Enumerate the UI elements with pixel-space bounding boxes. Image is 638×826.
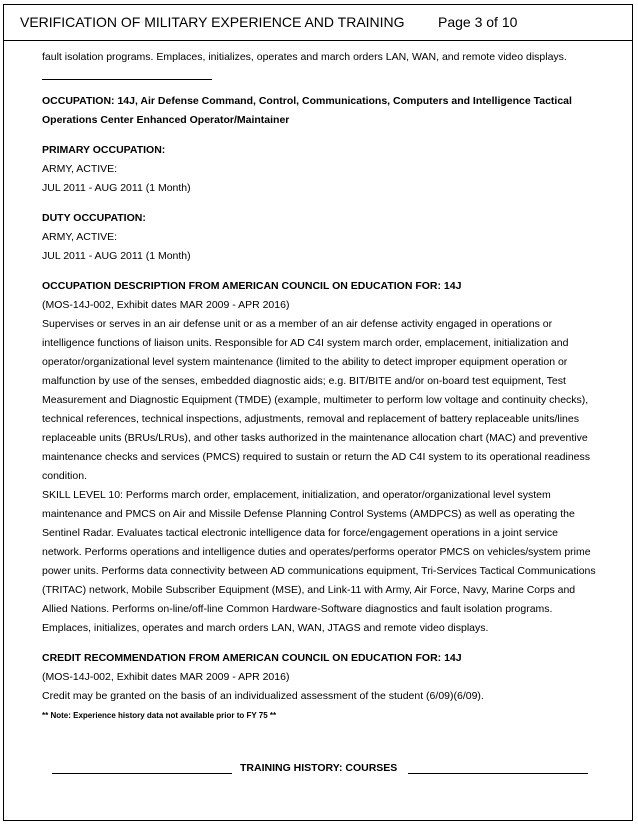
primary-occupation-dates: JUL 2011 - AUG 2011 (1 Month): [42, 182, 191, 194]
page-number: Page 3 of 10: [438, 14, 518, 30]
skill-line: (TRITAC) network, Mobile Subscriber Equipment (MSE), and Link-11 with Army, Air Force, Navy, Marine Corps and: [42, 584, 576, 596]
duty-occupation-heading: DUTY OCCUPATION:: [42, 212, 146, 224]
skill-line: Allied Nations. Performs on-line/off-line Common Hardware-Software diagnostics and fault isolation programs.: [42, 603, 553, 615]
skill-line: network. Performs operations and intelligence duties and operates/performs operator PMCS on vehicles/system prime: [42, 546, 591, 558]
occupation-title-line1: OCCUPATION: 14J, Air Defense Command, Control, Communications, Computers and Intelligence Tactical: [42, 95, 572, 107]
description-line: technical references, technical inspections, adjustments, removal and replacement of battery replaceable units/lines: [42, 413, 579, 425]
credit-exhibit: (MOS-14J-002, Exhibit dates MAR 2009 - APR 2016): [42, 671, 290, 683]
primary-occupation-branch: ARMY, ACTIVE:: [42, 163, 118, 175]
description-line: Supervises or serves in an air defense unit or as a member of an air defense activity engaged in operations or: [42, 318, 553, 330]
credit-text: Credit may be granted on the basis of an individualized assessment of the student (6/09)(6/09).: [42, 690, 484, 702]
skill-line: maintenance and PMCS on Air and Missile Defense Planning Control Systems (AMDPCS) as well as operating the: [42, 508, 575, 520]
skill-line: SKILL LEVEL 10: Performs march order, emplacement, initialization, and operator/organizational level system: [42, 489, 551, 501]
description-exhibit: (MOS-14J-002, Exhibit dates MAR 2009 - APR 2016): [42, 299, 290, 311]
description-line: maintenance checks and services (PMCS) required to sustain or return the AD C4I system to its operational readiness: [42, 451, 591, 463]
skill-line: power units. Performs data connectivity between AD communications equipment, Tri-Services Tactical Communications: [42, 565, 596, 577]
skill-line: Emplaces, initializes, operates and march orders LAN, WAN, JTAGS and remote video displays.: [42, 622, 489, 634]
credit-heading: CREDIT RECOMMENDATION FROM AMERICAN COUNCIL ON EDUCATION FOR: 14J: [42, 652, 462, 664]
description-line: replaceable units (BRUs/LRUs), and other tasks authorized in the maintenance allocation chart (MAC) and preventive: [42, 432, 588, 444]
intro-text: fault isolation programs. Emplaces, initializes, operates and march orders LAN, WAN, and remote video displays.: [42, 51, 567, 63]
separator-line: [42, 79, 212, 80]
document-title: VERIFICATION OF MILITARY EXPERIENCE AND TRAINING: [20, 14, 405, 30]
experience-note: ** Note: Experience history data not available prior to FY 75 **: [42, 711, 277, 720]
duty-occupation-branch: ARMY, ACTIVE:: [42, 231, 118, 243]
duty-occupation-dates: JUL 2011 - AUG 2011 (1 Month): [42, 250, 191, 262]
description-line: malfunction by use of the senses, embedded diagnostic aids; e.g. BIT/BITE and/or on-board test equipment, Test: [42, 375, 566, 387]
description-line: Measurement and Diagnostic Equipment (TMDE) (example, multimeter to perform low voltage and continuity checks),: [42, 394, 589, 406]
skill-line: Sentinel Radar. Evaluates tactical electronic intelligence data for force/engagement operations in a joint service: [42, 527, 558, 539]
primary-occupation-heading: PRIMARY OCCUPATION:: [42, 144, 166, 156]
description-paragraph-2: [42, 486, 602, 638]
description-line: operator/organizational level system maintenance (limited to the ability to detect improper equipment operation or: [42, 356, 568, 368]
occupation-title: [42, 92, 602, 130]
heading-rule-left: [52, 773, 232, 774]
document-body: [42, 48, 602, 725]
description-paragraph-1: [42, 315, 602, 486]
heading-rule-right: [408, 773, 588, 774]
training-history-heading-row: [52, 760, 588, 780]
header-divider: [3, 40, 633, 41]
description-line: intelligence functions of liaison units. Responsible for AD C4I system march order, emplacement, initialization and: [42, 337, 569, 349]
occupation-title-line2: Operations Center Enhanced Operator/Maintainer: [42, 114, 290, 126]
description-line: condition.: [42, 470, 87, 482]
description-heading: OCCUPATION DESCRIPTION FROM AMERICAN COUNCIL ON EDUCATION FOR: 14J: [42, 280, 462, 292]
training-history-heading: TRAINING HISTORY: COURSES: [240, 762, 398, 774]
